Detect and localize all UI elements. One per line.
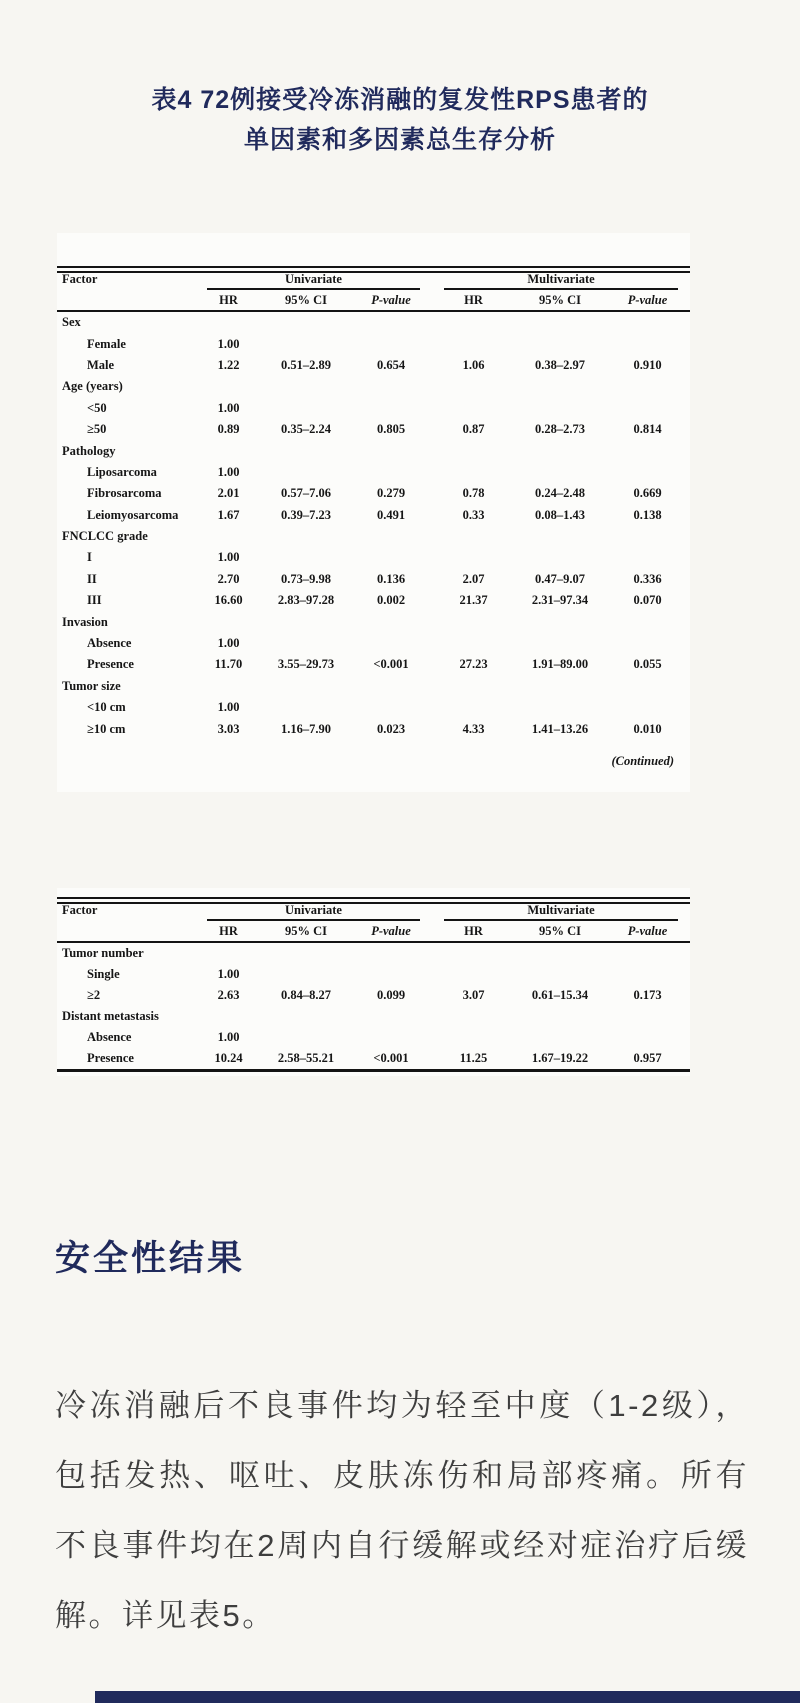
table-row [57,547,690,568]
table-cell: 2.58–55.21 [277,1051,335,1065]
table-row [57,526,690,547]
table-row [57,398,690,419]
row-label: ≥10 cm [87,721,126,736]
column-header-95-ci: 95% CI [284,923,328,938]
row-label: I [87,550,92,565]
table-row [57,440,690,461]
table-cell: 0.173 [633,988,662,1002]
table-row [57,1048,690,1069]
table-cell: 1.67–19.22 [531,1051,589,1065]
column-header-univariate: Univariate [207,903,420,921]
survival-analysis-table-part1 [57,233,690,792]
table4-title-line2: 单因素和多因素总生存分析 [243,126,556,154]
table-cell: 1.41–13.26 [531,721,589,736]
column-header-multivariate: Multivariate [444,903,678,921]
column-header-p-value: P-value [371,292,411,307]
table-cell: 0.805 [376,422,406,437]
column-header-hr: HR [219,292,238,307]
table-cell: 0.491 [376,507,406,522]
row-label: Presence [87,657,134,672]
table-cell: 0.002 [376,593,406,608]
table-cell: 0.28–2.73 [535,422,585,437]
table-row [57,376,690,397]
table-header [57,897,690,943]
safety-results-heading: 安全性结果 [55,1239,246,1278]
table-cell: 2.83–97.28 [277,593,335,608]
table-cell: 1.00 [217,400,240,415]
table-cell: 0.87 [462,422,485,437]
table-cell: 1.00 [217,336,240,351]
column-header-p-value: P-value [627,923,668,938]
table-cell: 0.35–2.24 [281,422,331,437]
table-row [57,633,690,654]
table-cell: 0.138 [633,507,662,522]
table-cell: 0.33 [462,507,485,522]
table-cell: 27.23 [459,657,488,672]
table-row [57,505,690,526]
table-cell: 0.84–8.27 [281,988,331,1002]
table-row [57,1006,690,1027]
column-header-factor: Factor [62,903,98,917]
table-header [57,266,690,312]
table-cell: 0.24–2.48 [535,486,585,501]
table-row [57,697,690,718]
row-label: Presence [87,1051,134,1065]
table-cell: 0.51–2.89 [281,357,331,372]
table-row [57,569,690,590]
table-body [57,312,690,740]
row-label: Female [87,336,126,351]
column-header-p-value: P-value [371,923,411,938]
table-row [57,462,690,483]
column-header-95-ci: 95% CI [538,923,582,938]
row-label: Single [87,967,120,981]
row-group-label: Age (years) [62,379,123,394]
table-cell: 0.61–15.34 [531,988,589,1002]
table-cell: 2.07 [462,571,485,586]
table-cell: 1.91–89.00 [531,657,589,672]
table-row [57,985,690,1006]
table-cell: 0.57–7.06 [281,486,331,501]
table-cell: 0.669 [633,486,662,501]
table-cell: 0.055 [633,657,662,672]
table-cell: 1.00 [217,967,240,981]
row-group-label: Distant metastasis [62,1009,159,1023]
row-group-label: Sex [62,315,81,330]
table-row [57,611,690,632]
table-cell: 1.16–7.90 [281,721,331,736]
table-cell: 0.654 [376,357,406,372]
table4-title-line1: 表4 72例接受冷冻消融的复发性RPS患者的 [151,86,649,114]
table-cell: 0.070 [633,593,662,608]
bottom-divider-bar [95,1691,800,1703]
row-group-label: Invasion [62,614,108,629]
column-header-p-value: P-value [627,292,668,307]
table-cell: 0.910 [633,357,662,372]
safety-results-paragraph: 冷冻消融后不良事件均为轻至中度（1-2级），包括发热、呕吐、皮肤冻伤和局部疼痛。所有不良事件均在2周内自行缓解或经对症治疗后缓解。详见表5。 [55,1388,749,1633]
table-cell: 1.00 [217,636,240,651]
table-row [57,964,690,985]
table-cell: 11.70 [214,657,243,672]
column-header-95-ci: 95% CI [538,292,582,307]
table-cell: 0.78 [462,486,485,501]
table-row [57,654,690,675]
table-header-row-groups [57,268,690,290]
table-cell: 10.24 [214,1051,243,1065]
column-header-hr: HR [219,923,238,938]
table-cell: 1.00 [217,700,240,715]
table-cell: 4.33 [462,721,485,736]
table-row [57,483,690,504]
row-label: Absence [87,636,132,651]
table-row [57,333,690,354]
table-cell: 1.22 [217,357,240,372]
table-row [57,943,690,964]
row-label: ≥50 [87,422,107,437]
column-header-hr: HR [464,923,483,938]
table-row [57,355,690,376]
table-cell: 0.336 [633,571,662,586]
table-row [57,590,690,611]
row-group-label: Tumor number [62,946,144,960]
column-header-95-ci: 95% CI [284,292,328,307]
row-label: III [87,593,102,608]
row-label: Liposarcoma [87,464,157,479]
table-row [57,1027,690,1048]
table-cell: 0.39–7.23 [281,507,331,522]
table-row [57,676,690,697]
row-label: <50 [87,400,107,415]
column-header-factor: Factor [62,272,98,286]
table-cell: 21.37 [459,593,488,608]
table-cell: 16.60 [214,593,243,608]
table-cell: 1.06 [462,357,485,372]
table-cell: 0.38–2.97 [535,357,585,372]
table-cell: 3.03 [217,721,240,736]
table-cell: 2.70 [217,571,240,586]
row-label: Leiomyosarcoma [87,507,179,522]
table-cell: 0.957 [633,1051,662,1065]
row-label: <10 cm [87,700,126,715]
table-cell: 0.73–9.98 [281,571,331,586]
row-label: Fibrosarcoma [87,486,162,501]
table-cell: 0.010 [633,721,662,736]
table-cell: 1.00 [217,464,240,479]
table-cell: 0.023 [376,721,406,736]
table-cell: 2.63 [217,988,240,1002]
table-cell: 11.25 [459,1051,488,1065]
table-cell: 0.099 [376,988,406,1002]
table-cell: <0.001 [373,1051,409,1065]
row-group-label: Pathology [62,443,116,458]
table-header-row-groups [57,899,690,921]
column-header-hr: HR [464,292,483,307]
table4-title [0,80,800,160]
table-row [57,419,690,440]
table-row [57,718,690,739]
table-cell: 2.31–97.34 [531,593,589,608]
table-cell: 3.07 [462,988,485,1002]
row-group-label: Tumor size [62,678,121,693]
row-label: II [87,571,97,586]
row-label: Absence [87,1030,132,1044]
table-cell: 1.00 [217,1030,240,1044]
table-cell: 0.814 [633,422,662,437]
table-cell: 0.279 [376,486,406,501]
table-cell: 2.01 [217,486,240,501]
table-row [57,312,690,333]
table-header-row-stats [57,290,690,312]
continued-note: (Continued) [611,753,674,768]
table-body [57,943,690,1072]
table-cell: 1.00 [217,550,240,565]
table-cell: 1.67 [217,507,240,522]
table-cell: 0.08–1.43 [535,507,585,522]
column-header-multivariate: Multivariate [444,272,678,290]
column-header-univariate: Univariate [207,272,420,290]
table-header-row-stats [57,921,690,943]
table-cell: 3.55–29.73 [277,657,335,672]
row-label: Male [87,357,115,372]
table-cell: 0.47–9.07 [535,571,585,586]
row-group-label: FNCLCC grade [62,529,148,544]
table-cell: <0.001 [373,657,409,672]
table-cell: 0.89 [217,422,240,437]
survival-analysis-table-part2 [57,888,690,1076]
row-label: ≥2 [87,988,101,1002]
table-cell: 0.136 [376,571,406,586]
